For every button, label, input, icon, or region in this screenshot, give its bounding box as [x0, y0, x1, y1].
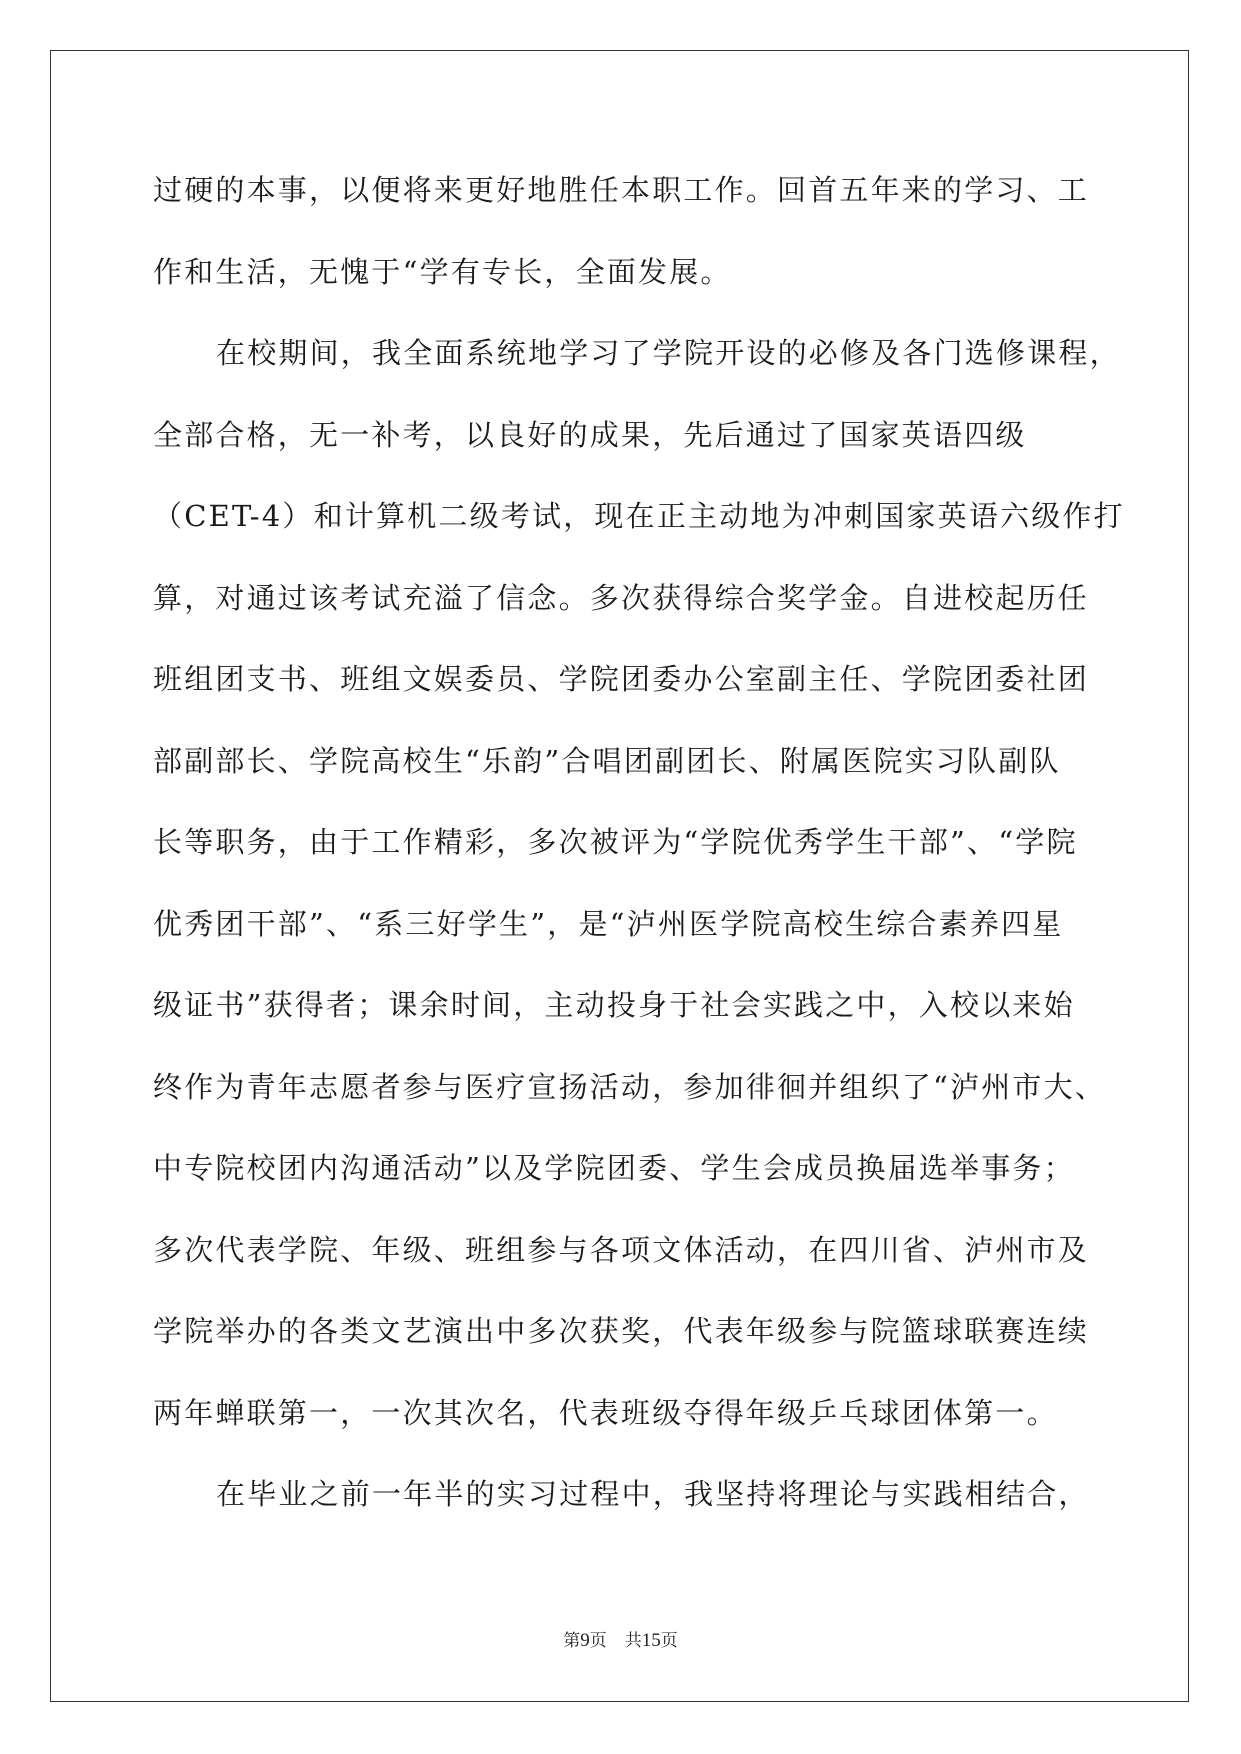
paragraph-line: （CET-4）和计算机二级考试，现在正主动地为冲刺国家英语六级作打: [153, 499, 1125, 533]
paragraph-line: 班组团支书、班组文娱委员、学院团委办公室副主任、学院团委社团: [153, 662, 1090, 696]
page-footer: [0, 1626, 1241, 1652]
paragraph-line: 全部合格，无一补考，以良好的成果，先后通过了国家英语四级: [153, 417, 1027, 452]
document-body: [153, 165, 1125, 1551]
page-prefix: 第: [563, 1631, 581, 1651]
paragraph-line: 中专院校团内沟通活动”以及学院团委、学生会成员换届选举事务；: [153, 1151, 1075, 1185]
page-number: 9: [580, 1630, 590, 1651]
paragraph-line: 多次代表学院、年级、班组参与各项文体活动，在四川省、泸州市及: [153, 1232, 1090, 1267]
paragraph-line: 长等职务，由于工作精彩，多次被评为“学院优秀学生干部”、“学院: [153, 825, 1078, 859]
paragraph-line: 在毕业之前一年半的实习过程中，我坚持将理论与实践相结合，: [216, 1477, 1090, 1511]
paragraph-line: 在校期间，我全面系统地学习了学院开设的必修及各门选修课程，: [216, 336, 1121, 370]
page-suffix: 页: [589, 1631, 607, 1651]
paragraph-line: 部副部长、学院高校生“乐韵”合唱团副团长、附属医院实习队副队: [153, 743, 1061, 778]
total-prefix: 共: [624, 1631, 642, 1651]
total-suffix: 页: [660, 1631, 678, 1651]
paragraph-line: 两年蝉联第一，一次其次名，代表班级夺得年级乒乓球团体第一。: [153, 1395, 1058, 1430]
paragraph-line: 优秀团干部”、“系三好学生”，是“泸州医学院高校生综合素养四星: [153, 906, 1064, 941]
paragraph-line: 算，对通过该考试充溢了信念。多次获得综合奖学金。自进校起历任: [153, 580, 1090, 615]
paragraph-line: 作和生活，无愧于“学有专长，全面发展。: [153, 254, 732, 289]
total-pages: 15: [641, 1630, 661, 1651]
paragraph-line: 过硬的本事，以便将来更好地胜任本职工作。回首五年来的学习、工: [153, 173, 1090, 207]
paragraph-line: 级证书”获得者；课余时间，主动投身于社会实践之中，入校以来始: [153, 988, 1075, 1022]
paragraph-line: 终作为青年志愿者参与医疗宣扬活动，参加徘徊并组织了“泸州市大、: [153, 1069, 1107, 1104]
paragraph-line: 学院举办的各类文艺演出中多次获奖，代表年级参与院篮球联赛连续: [153, 1314, 1090, 1348]
